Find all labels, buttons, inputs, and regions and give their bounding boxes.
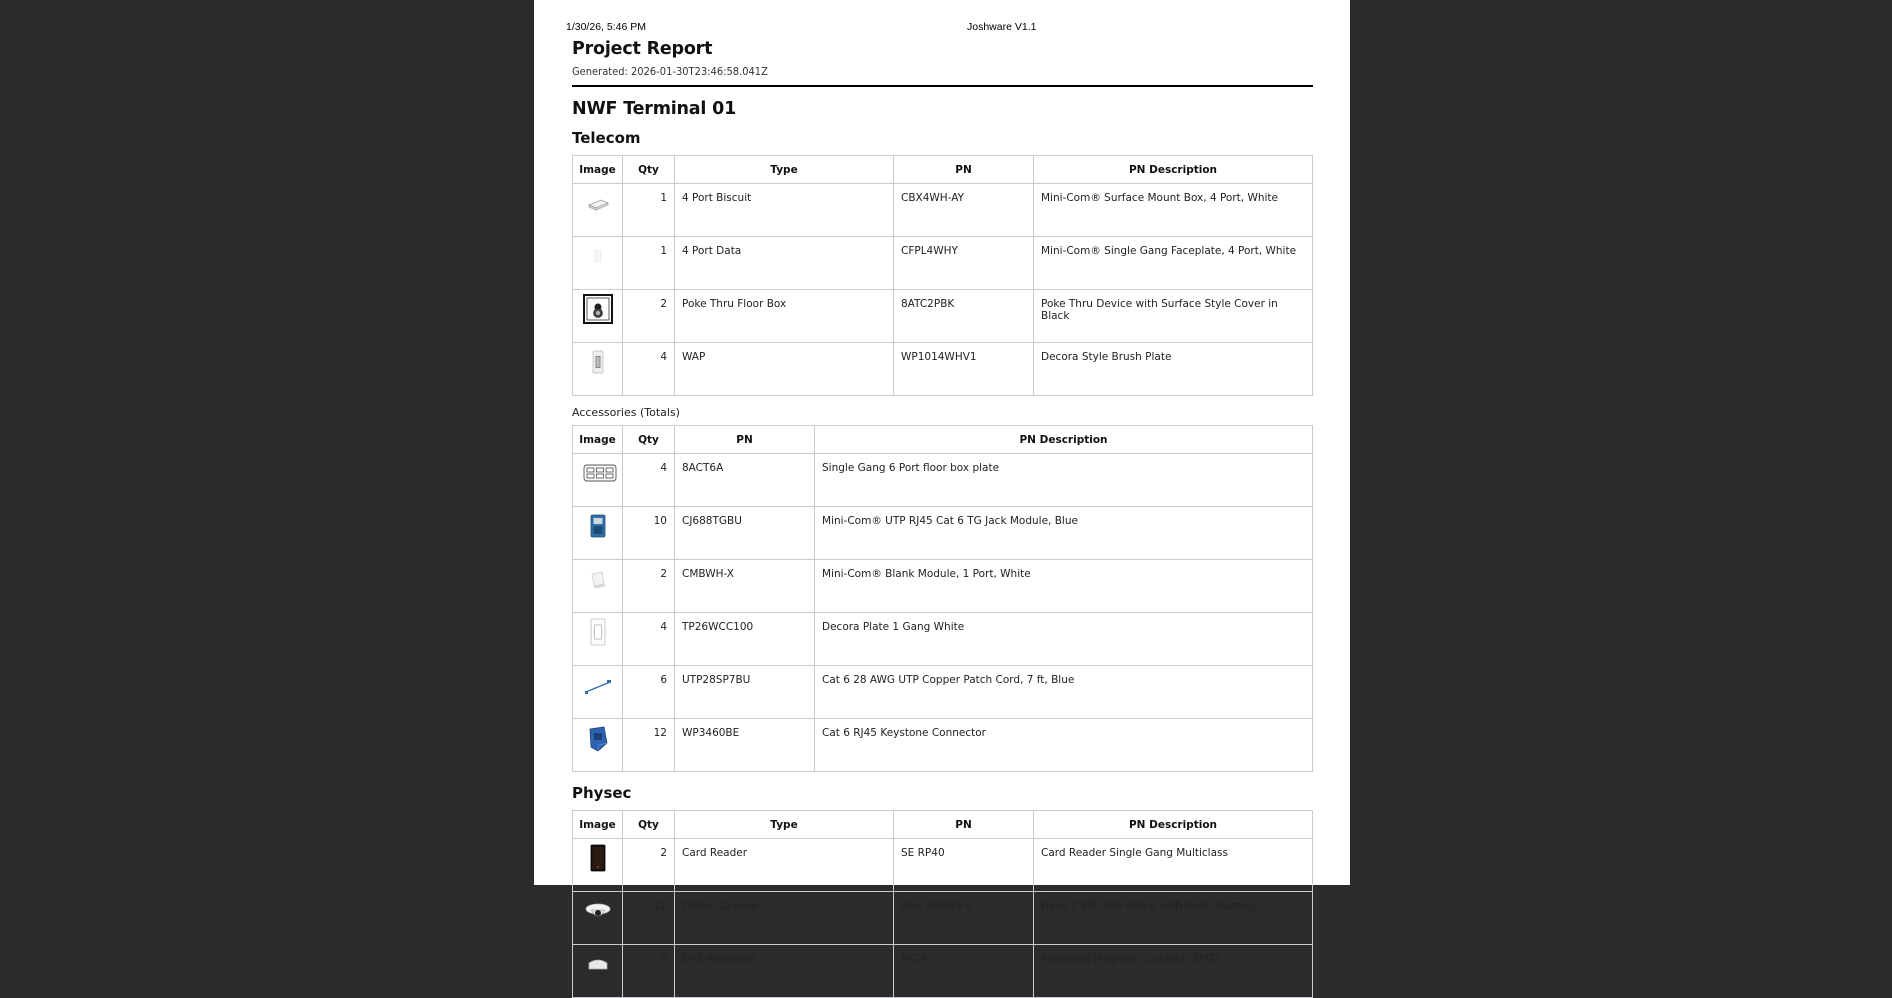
column-header-pn-description: PN Description xyxy=(1034,811,1313,839)
image-cell xyxy=(573,237,623,290)
image-cell xyxy=(573,343,623,396)
blank-module-icon xyxy=(583,564,613,594)
faceplate-icon xyxy=(583,241,613,271)
pn-cell: Axis M3085-V xyxy=(894,892,1034,945)
type-cell: WAP xyxy=(675,343,894,396)
qty-cell: 12 xyxy=(623,892,675,945)
patch-cord-icon xyxy=(583,670,613,700)
column-header-pn: PN xyxy=(894,156,1034,184)
image-cell xyxy=(573,666,623,719)
pn-cell: TP26WCC100 xyxy=(675,613,815,666)
column-header-pn: PN xyxy=(894,811,1034,839)
pn-description-cell: Card Reader Single Gang Multiclass xyxy=(1034,839,1313,892)
qty-cell: 1 xyxy=(623,237,675,290)
image-cell xyxy=(573,945,623,998)
image-cell xyxy=(573,719,623,772)
section-title-telecom: Telecom xyxy=(572,129,641,147)
column-header-qty: Qty xyxy=(623,426,675,454)
image-cell xyxy=(573,507,623,560)
pn-cell: CMBWH-X xyxy=(675,560,815,613)
qty-cell: 12 xyxy=(623,719,675,772)
type-cell: Dome Camera xyxy=(675,892,894,945)
column-header-image: Image xyxy=(573,426,623,454)
column-header-image: Image xyxy=(573,811,623,839)
table-row xyxy=(573,290,1313,343)
table-header-row xyxy=(573,811,1313,839)
pn-description-cell: Cat 6 28 AWG UTP Copper Patch Cord, 7 ft, Blue xyxy=(815,666,1313,719)
print-app-name: Joshware V1.1 xyxy=(967,21,1037,33)
pn-description-cell: Mini-Com® UTP RJ45 Cat 6 TG Jack Module, Blue xyxy=(815,507,1313,560)
column-header-qty: Qty xyxy=(623,811,675,839)
pn-cell: WP3460BE xyxy=(675,719,815,772)
table-row xyxy=(573,892,1313,945)
qty-cell: 1 xyxy=(623,184,675,237)
pn-cell: 8ACT6A xyxy=(675,454,815,507)
pn-description-cell: Decora Style Brush Plate xyxy=(1034,343,1313,396)
table-row xyxy=(573,454,1313,507)
pn-cell: SE RP40 xyxy=(894,839,1034,892)
project-name: NWF Terminal 01 xyxy=(572,99,737,119)
pn-description-cell: Recessed Magnetic Contact, SPDT xyxy=(1034,945,1313,998)
pn-description-cell: Poke Thru Device with Surface Style Cover in Black xyxy=(1034,290,1313,343)
image-cell xyxy=(573,184,623,237)
jack-module-icon xyxy=(583,511,613,541)
type-cell: DPS Recessed xyxy=(675,945,894,998)
card-reader-icon xyxy=(583,843,613,873)
column-header-image: Image xyxy=(573,156,623,184)
floor-box-icon xyxy=(583,294,613,324)
qty-cell: 6 xyxy=(623,666,675,719)
image-cell xyxy=(573,290,623,343)
qty-cell: 10 xyxy=(623,507,675,560)
pn-description-cell: Decora Plate 1 Gang White xyxy=(815,613,1313,666)
pn-description-cell: Fixed 2 MP mini dome with deep learning xyxy=(1034,892,1313,945)
decora-plate-icon xyxy=(583,617,613,647)
image-cell xyxy=(573,560,623,613)
table-row xyxy=(573,945,1313,998)
type-cell: Card Reader xyxy=(675,839,894,892)
report-content xyxy=(572,39,1313,998)
table-row xyxy=(573,184,1313,237)
column-header-type: Type xyxy=(675,156,894,184)
report-page xyxy=(534,0,1350,965)
table-row xyxy=(573,613,1313,666)
pn-cell: MC-4 xyxy=(894,945,1034,998)
generated-timestamp: Generated: 2026-01-30T23:46:58.041Z xyxy=(572,65,768,78)
section-title-physec: Physec xyxy=(572,784,632,802)
dome-camera-icon xyxy=(583,896,613,926)
table-row xyxy=(573,343,1313,396)
keystone-icon xyxy=(583,723,613,753)
qty-cell: 4 xyxy=(623,613,675,666)
type-cell: 4 Port Biscuit xyxy=(675,184,894,237)
biscuit-box-icon xyxy=(583,188,613,218)
qty-cell: 2 xyxy=(623,839,675,892)
qty-cell: 4 xyxy=(623,454,675,507)
type-cell: 4 Port Data xyxy=(675,237,894,290)
title-divider xyxy=(572,85,1313,87)
type-cell: Poke Thru Floor Box xyxy=(675,290,894,343)
print-datetime: 1/30/26, 5:46 PM xyxy=(566,21,646,33)
pn-cell: 8ATC2PBK xyxy=(894,290,1034,343)
table-row xyxy=(573,666,1313,719)
table-row xyxy=(573,507,1313,560)
pn-description-cell: Cat 6 RJ45 Keystone Connector xyxy=(815,719,1313,772)
pn-cell: CFPL4WHY xyxy=(894,237,1034,290)
port-plate-icon xyxy=(583,458,613,488)
qty-cell: 2 xyxy=(623,290,675,343)
contact-sensor-icon xyxy=(583,949,613,979)
image-cell xyxy=(573,613,623,666)
pn-description-cell: Mini-Com® Blank Module, 1 Port, White xyxy=(815,560,1313,613)
image-cell xyxy=(573,839,623,892)
physec-table xyxy=(572,810,1313,998)
accessories-table xyxy=(572,425,1313,772)
qty-cell: 9 xyxy=(623,945,675,998)
image-cell xyxy=(573,892,623,945)
column-header-pn: PN xyxy=(675,426,815,454)
qty-cell: 4 xyxy=(623,343,675,396)
table-header-row xyxy=(573,156,1313,184)
report-title: Project Report xyxy=(572,39,713,59)
pn-cell: CJ688TGBU xyxy=(675,507,815,560)
accessories-label: Accessories (Totals) xyxy=(572,406,680,419)
pn-cell: UTP28SP7BU xyxy=(675,666,815,719)
table-row xyxy=(573,839,1313,892)
telecom-table xyxy=(572,155,1313,396)
pn-description-cell: Mini-Com® Surface Mount Box, 4 Port, White xyxy=(1034,184,1313,237)
table-row xyxy=(573,237,1313,290)
wap-plate-icon xyxy=(583,347,613,377)
pn-description-cell: Mini-Com® Single Gang Faceplate, 4 Port, White xyxy=(1034,237,1313,290)
pn-cell: WP1014WHV1 xyxy=(894,343,1034,396)
pn-cell: CBX4WH-AY xyxy=(894,184,1034,237)
image-cell xyxy=(573,454,623,507)
column-header-qty: Qty xyxy=(623,156,675,184)
column-header-type: Type xyxy=(675,811,894,839)
table-header-row xyxy=(573,426,1313,454)
table-row xyxy=(573,719,1313,772)
column-header-pn-description: PN Description xyxy=(1034,156,1313,184)
column-header-pn-description: PN Description xyxy=(815,426,1313,454)
qty-cell: 2 xyxy=(623,560,675,613)
pn-description-cell: Single Gang 6 Port floor box plate xyxy=(815,454,1313,507)
table-row xyxy=(573,560,1313,613)
